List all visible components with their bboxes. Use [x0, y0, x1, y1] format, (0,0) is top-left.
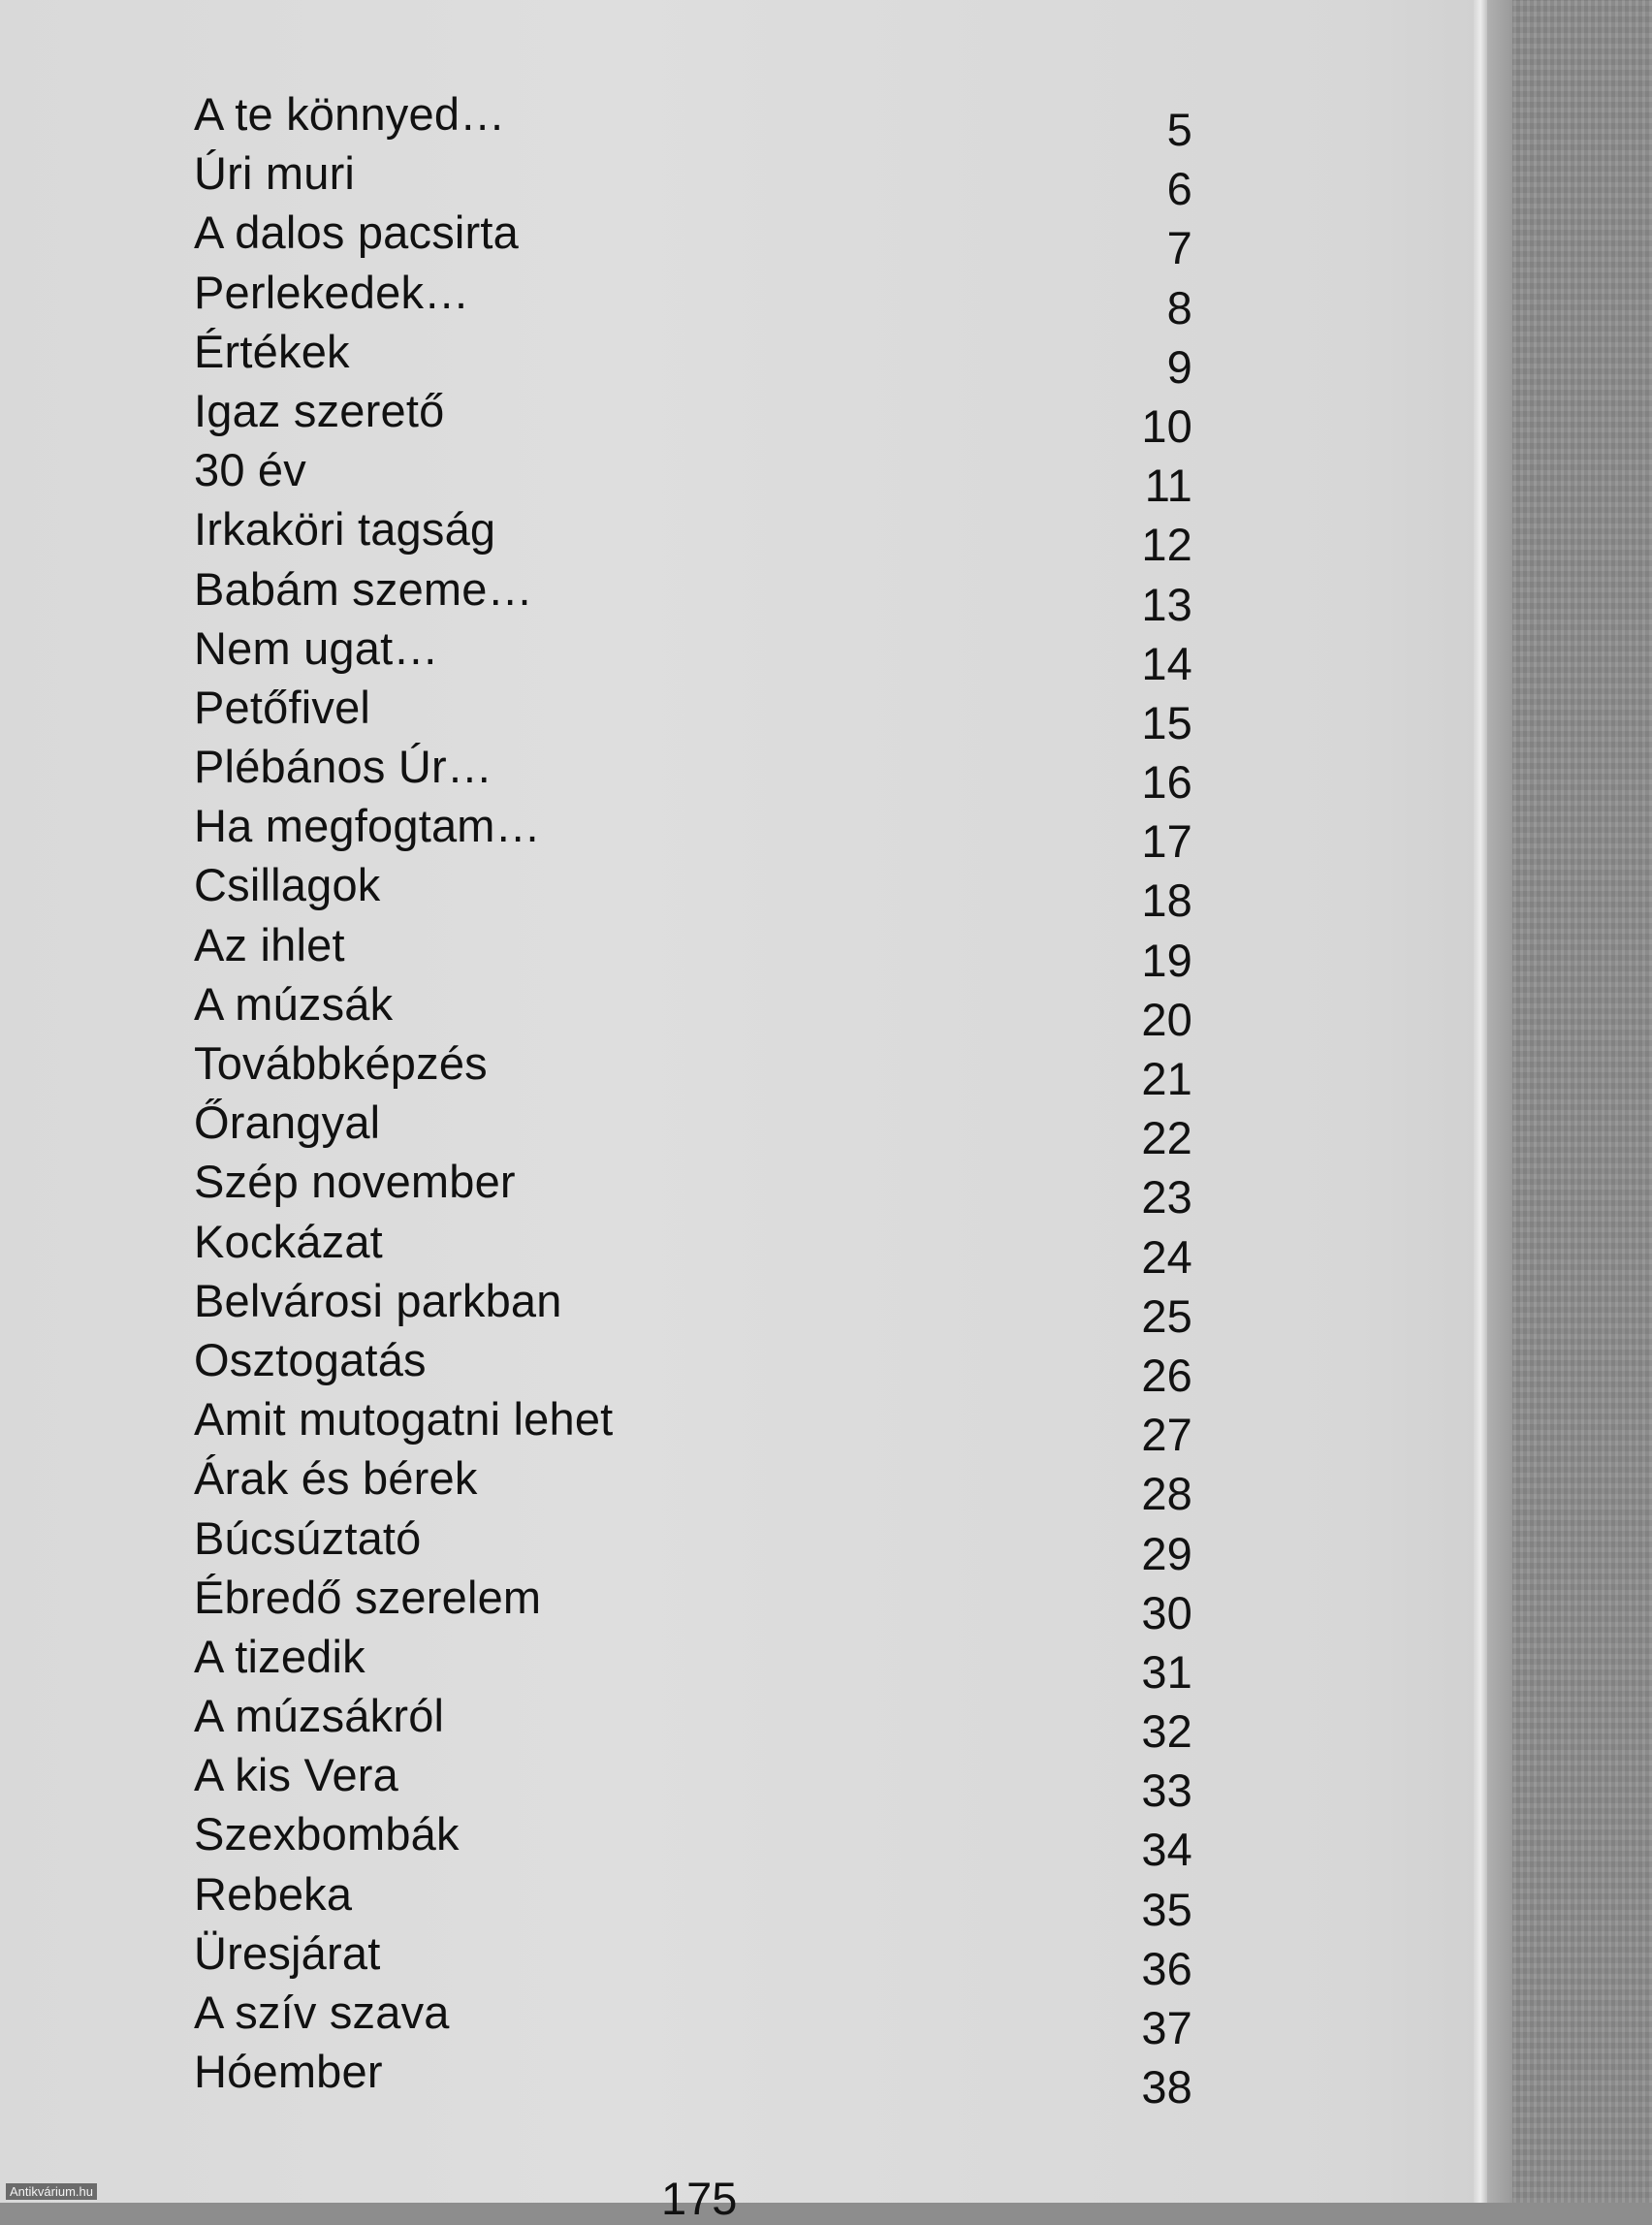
- toc-entry-title: A te könnyed…: [194, 88, 506, 140]
- toc-entry-title: Úri muri: [194, 147, 356, 200]
- toc-entry: [194, 1563, 1202, 1638]
- toc-entry: [194, 673, 1202, 748]
- toc-entry: [194, 1088, 1202, 1164]
- toc-entry: [194, 1919, 1202, 1994]
- toc-entry-title: A múzsák: [194, 977, 394, 1030]
- toc-entry-title: Kockázat: [194, 1215, 383, 1267]
- toc-entry-page-number: 29: [1141, 1527, 1192, 1579]
- toc-entry-title: Plébános Úr…: [194, 741, 493, 793]
- toc-entry-title: Szexbombák: [194, 1808, 460, 1860]
- toc-entry-page-number: 12: [1141, 519, 1192, 571]
- toc-entry-page-number: 31: [1141, 1645, 1192, 1698]
- toc-entry-page-number: 28: [1141, 1468, 1192, 1520]
- toc-entry-page-number: 30: [1141, 1586, 1192, 1638]
- toc-entry-title: Osztogatás: [194, 1333, 427, 1385]
- toc-entry: [194, 1147, 1202, 1224]
- toc-entry-page-number: 16: [1141, 756, 1192, 809]
- toc-entry-page-number: 7: [1166, 222, 1192, 274]
- toc-entry: [194, 614, 1202, 689]
- toc-entry-title: Hóember: [194, 2046, 383, 2098]
- toc-entry: [194, 1207, 1202, 1283]
- page-number: 175: [661, 2173, 738, 2224]
- toc-entry-title: Perlekedek…: [194, 266, 470, 318]
- toc-entry-page-number: 22: [1141, 1112, 1192, 1164]
- toc-entry: [194, 1029, 1202, 1104]
- toc-entry-page-number: 10: [1141, 399, 1192, 452]
- toc-entry-title: Igaz szerető: [194, 384, 445, 436]
- toc-entry: [194, 1859, 1202, 1935]
- toc-entry: [194, 1325, 1202, 1401]
- toc-entry-page-number: 15: [1141, 696, 1192, 748]
- toc-entry-title: Továbbképzés: [194, 1037, 488, 1089]
- toc-entry: [194, 910, 1202, 986]
- toc-entry: [194, 1266, 1202, 1342]
- toc-entry-title: 30 év: [194, 444, 306, 496]
- toc-entry-page-number: 34: [1141, 1824, 1192, 1876]
- toc-entry-page-number: 25: [1141, 1289, 1192, 1342]
- toc-entry: [194, 494, 1202, 571]
- toc-entry: [194, 1978, 1202, 2053]
- toc-entry-title: A múzsákról: [194, 1690, 445, 1742]
- toc-entry-title: Üresjárat: [194, 1926, 381, 1979]
- toc-entry-title: Őrangyal: [194, 1097, 381, 1149]
- toc-entry-page-number: 27: [1141, 1409, 1192, 1461]
- toc-entry: [194, 1740, 1202, 1817]
- toc-entry-page-number: 36: [1141, 1942, 1192, 1994]
- toc-entry: [194, 1384, 1202, 1461]
- toc-entry-title: Nem ugat…: [194, 621, 439, 674]
- toc-entry: [194, 732, 1202, 809]
- toc-entry-title: A szív szava: [194, 1987, 450, 2038]
- toc-entry: [194, 1681, 1202, 1758]
- toc-entry-page-number: 6: [1166, 163, 1192, 215]
- toc-entry-page-number: 5: [1166, 104, 1192, 155]
- toc-entry: [194, 850, 1202, 927]
- toc-entry: [194, 198, 1202, 274]
- toc-entry-title: Amit mutogatni lehet: [194, 1393, 614, 1446]
- toc-entry: [194, 79, 1202, 155]
- toc-entry-title: Értékek: [194, 325, 350, 377]
- toc-entry-page-number: 37: [1141, 2002, 1192, 2053]
- toc-entry-title: Irkaköri tagság: [194, 503, 496, 556]
- toc-entry-page-number: 24: [1141, 1230, 1192, 1283]
- toc-entry: [194, 1504, 1202, 1579]
- toc-entry-page-number: 21: [1141, 1053, 1192, 1104]
- toc-entry: [194, 258, 1202, 334]
- toc-entry-page-number: 19: [1141, 934, 1192, 986]
- toc-entry: [194, 1622, 1202, 1698]
- toc-entry: [194, 969, 1202, 1045]
- toc-entry-title: Szép november: [194, 1156, 516, 1208]
- toc-entry-page-number: 9: [1166, 340, 1192, 393]
- toc-entry-title: Az ihlet: [194, 918, 345, 970]
- toc-entry: [194, 2037, 1202, 2114]
- toc-entry-page-number: 35: [1141, 1883, 1192, 1935]
- page-shadow: [1487, 0, 1512, 2203]
- toc-entry-title: Belvárosi parkban: [194, 1274, 562, 1326]
- toc-entry-title: Árak és bérek: [194, 1452, 478, 1505]
- toc-entry-page-number: 11: [1144, 460, 1192, 512]
- toc-entry-title: A dalos pacsirta: [194, 207, 519, 259]
- toc-entry-page-number: 38: [1141, 2061, 1192, 2114]
- toc-entry-page-number: 8: [1166, 281, 1192, 334]
- toc-entry-page-number: 17: [1141, 815, 1192, 868]
- toc-entry-title: Csillagok: [194, 859, 381, 911]
- toc-entry: [194, 317, 1202, 393]
- toc-entry-title: Rebeka: [194, 1867, 353, 1920]
- toc-entry: [194, 435, 1202, 512]
- toc-entry: [194, 1444, 1202, 1520]
- toc-entry-page-number: 14: [1141, 637, 1192, 689]
- toc-entry-title: Babám szeme…: [194, 562, 533, 615]
- toc-entry-page-number: 23: [1141, 1171, 1192, 1224]
- toc-entry-page-number: 13: [1141, 578, 1192, 630]
- toc-entry-page-number: 33: [1141, 1764, 1192, 1817]
- toc-entry-page-number: 32: [1141, 1705, 1192, 1758]
- toc-entry-title: A kis Vera: [194, 1749, 398, 1801]
- toc-entry-title: Ébredő szerelem: [194, 1571, 542, 1623]
- table-of-contents: [194, 79, 1202, 2114]
- toc-entry-page-number: 18: [1141, 874, 1192, 927]
- toc-entry-title: Ha megfogtam…: [194, 800, 541, 852]
- toc-entry: [194, 555, 1202, 630]
- toc-entry-title: Petőfivel: [194, 681, 371, 733]
- toc-entry: [194, 139, 1202, 215]
- toc-entry-page-number: 20: [1141, 993, 1192, 1045]
- page-edge: [1474, 0, 1487, 2203]
- toc-entry-page-number: 26: [1141, 1349, 1192, 1401]
- toc-entry-title: A tizedik: [194, 1630, 365, 1682]
- toc-entry: [194, 376, 1202, 452]
- watermark-text: Antikvárium.hu: [6, 2183, 97, 2200]
- toc-entry: [194, 1799, 1202, 1876]
- toc-entry-title: Búcsúztató: [194, 1511, 422, 1564]
- toc-entry: [194, 791, 1202, 868]
